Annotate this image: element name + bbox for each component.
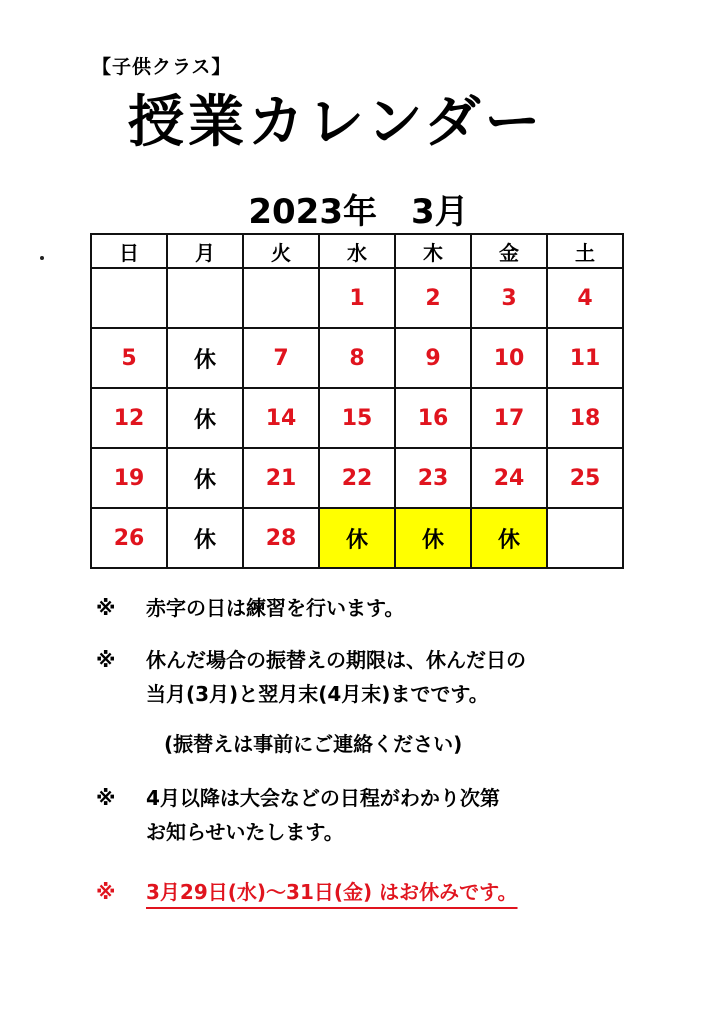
weekday-wed: 水 — [319, 234, 395, 268]
day-cell: 4 — [547, 268, 623, 328]
weekday-mon: 月 — [167, 234, 243, 268]
day-cell: 18 — [547, 388, 623, 448]
day-cell: 21 — [243, 448, 319, 508]
week-row-1 — [91, 268, 623, 328]
note-text: 赤字の日は練習を行います。 — [146, 596, 405, 620]
note-practice — [96, 592, 404, 621]
day-cell — [91, 268, 167, 328]
week-row-3 — [91, 388, 623, 448]
weekday-tue: 火 — [243, 234, 319, 268]
day-cell: 15 — [319, 388, 395, 448]
weekday-sat: 土 — [547, 234, 623, 268]
closed-day-cell: 休 — [167, 388, 243, 448]
note-text: 休んだ場合の振替えの期限は、休んだ日の — [146, 648, 526, 672]
weekday-header-row — [91, 234, 623, 268]
day-cell: 11 — [547, 328, 623, 388]
closed-highlight-cell: 休 — [319, 508, 395, 568]
day-cell: 19 — [91, 448, 167, 508]
note-schedule-line2: お知らせいたします。 — [146, 820, 344, 844]
day-cell: 1 — [319, 268, 395, 328]
day-cell: 17 — [471, 388, 547, 448]
day-cell — [243, 268, 319, 328]
note-schedule-line1 — [96, 782, 500, 811]
note-text: 4月以降は大会などの日程がわかり次第 — [146, 786, 500, 810]
note-makeup-line3: (振替えは事前にご連絡ください) — [164, 732, 463, 756]
weekday-fri: 金 — [471, 234, 547, 268]
month-title: 2023年 3月 — [248, 192, 469, 232]
note-mark: ※ — [96, 786, 116, 810]
day-cell: 22 — [319, 448, 395, 508]
day-cell: 3 — [471, 268, 547, 328]
closed-highlight-cell: 休 — [395, 508, 471, 568]
weekday-sun: 日 — [91, 234, 167, 268]
day-cell: 23 — [395, 448, 471, 508]
day-cell: 2 — [395, 268, 471, 328]
day-cell: 24 — [471, 448, 547, 508]
week-row-2 — [91, 328, 623, 388]
note-closed-days — [96, 876, 518, 905]
week-row-4 — [91, 448, 623, 508]
calendar-table — [90, 233, 624, 569]
day-cell: 14 — [243, 388, 319, 448]
closed-day-cell: 休 — [167, 508, 243, 568]
day-cell: 12 — [91, 388, 167, 448]
day-cell: 7 — [243, 328, 319, 388]
day-cell: 28 — [243, 508, 319, 568]
note-mark: ※ — [96, 596, 116, 620]
day-cell: 26 — [91, 508, 167, 568]
class-label: 【子供クラス】 — [92, 56, 232, 78]
day-cell: 9 — [395, 328, 471, 388]
scan-speck — [40, 256, 44, 260]
day-cell: 25 — [547, 448, 623, 508]
day-cell: 10 — [471, 328, 547, 388]
note-mark: ※ — [96, 880, 116, 904]
day-cell — [167, 268, 243, 328]
note-text: 3月29日(水)～31日(金) はお休みです。 — [146, 880, 518, 904]
note-makeup-line1 — [96, 644, 526, 673]
closed-highlight-cell: 休 — [471, 508, 547, 568]
closed-day-cell: 休 — [167, 448, 243, 508]
weekday-thu: 木 — [395, 234, 471, 268]
week-row-5 — [91, 508, 623, 568]
note-makeup-line2: 当月(3月)と翌月末(4月末)までです。 — [146, 682, 489, 706]
day-cell: 5 — [91, 328, 167, 388]
day-cell: 16 — [395, 388, 471, 448]
day-cell — [547, 508, 623, 568]
note-mark: ※ — [96, 648, 116, 672]
day-cell: 8 — [319, 328, 395, 388]
closed-day-cell: 休 — [167, 328, 243, 388]
page-title: 授業カレンダー — [128, 90, 545, 155]
